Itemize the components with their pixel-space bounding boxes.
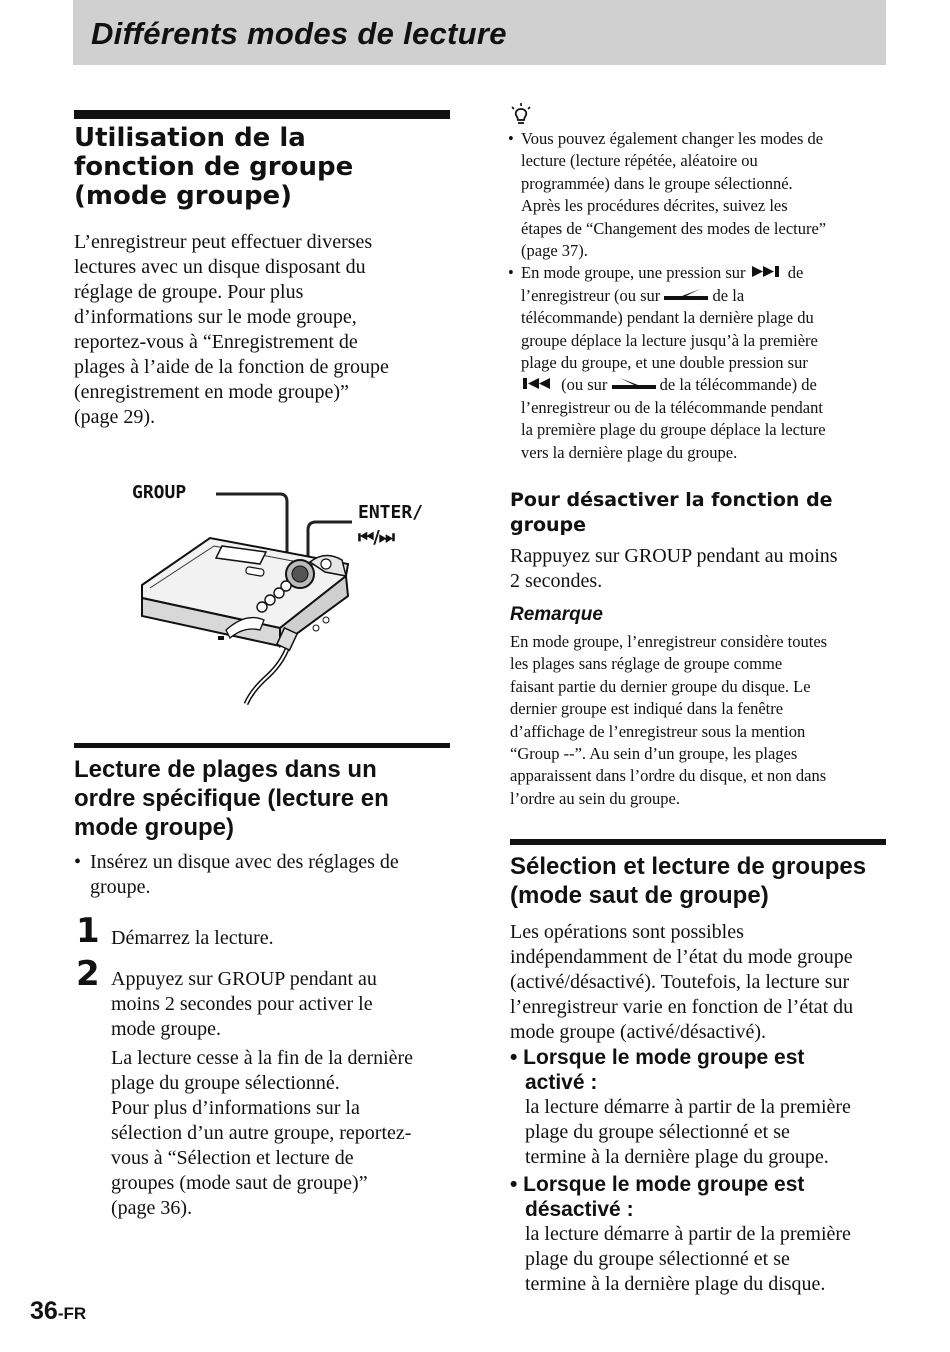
recorder-illustration: [120, 480, 460, 710]
text-line: plage du groupe sélectionné et se: [525, 1121, 790, 1143]
page-number-suffix: -FR: [57, 1304, 87, 1323]
text-line: (page 29).: [74, 406, 156, 428]
section-rule: [510, 839, 886, 845]
section-group-skip-text: [510, 920, 895, 1045]
deactivate-text: [510, 544, 890, 594]
section-title-group-playback: [74, 755, 454, 842]
remote-forward-icon: [664, 289, 708, 301]
tips-list: [508, 128, 888, 464]
remote-rewind-icon: [612, 378, 656, 390]
header-bar: [73, 0, 886, 65]
text-line: (page 36).: [111, 1197, 193, 1219]
text-line: Pour plus d’informations sur la: [111, 1097, 360, 1119]
text-line: la lecture démarre à partir de la première: [525, 1223, 851, 1245]
text-line: étapes de “Changement des modes de lecture”: [521, 218, 827, 238]
step-note-text: [111, 1046, 456, 1221]
text-line: mode groupe (activé/désactivé).: [510, 1021, 766, 1043]
section-title-group-skip: [510, 852, 895, 910]
text-line: d’informations sur le mode groupe,: [74, 306, 357, 328]
title-line: Utilisation de la: [74, 123, 306, 153]
text-line: plage du groupe sélectionné et se: [525, 1248, 790, 1270]
text-line: • Vous pouvez également changer les modes de: [521, 129, 824, 148]
text-line: moins 2 secondes pour activer le: [111, 993, 373, 1015]
text-line: En mode groupe, l’enregistreur considère toutes: [510, 632, 828, 651]
text-line: la lecture démarre à partir de la première: [525, 1096, 851, 1118]
page-title: Différents modes de lecture: [91, 16, 507, 51]
figure-label-group: GROUP: [132, 482, 187, 503]
text-line: les plages sans réglage de groupe comme: [510, 654, 783, 674]
title-line: (mode groupe): [74, 181, 293, 211]
step-number: 1: [76, 911, 100, 951]
text-line: Rappuyez sur GROUP pendant au moins: [510, 545, 838, 567]
tip-item: [508, 262, 888, 464]
text-line: dernier groupe est indiqué dans la fenêtre: [510, 699, 784, 719]
text-fragment: (ou sur: [561, 375, 608, 395]
text-line: (enregistrement en mode groupe)”: [74, 381, 349, 403]
text-fragment: En mode groupe, une pression sur: [521, 263, 746, 283]
text-line: [521, 374, 888, 396]
step-text: [111, 967, 456, 1042]
title-line: (mode saut de groupe): [510, 882, 769, 909]
mode-off-heading: [510, 1172, 890, 1222]
page-number: [30, 1297, 86, 1326]
text-line: [521, 285, 888, 307]
section-title-group-mode: [74, 124, 454, 211]
text-line: plage du groupe, et une double pression sur: [521, 353, 808, 373]
text-line: plages à l’aide de la fonction de groupe: [74, 356, 389, 378]
text-line: mode groupe.: [111, 1018, 221, 1040]
title-line: mode groupe): [74, 814, 234, 841]
title-line: groupe: [510, 514, 587, 536]
text-fragment: de: [787, 263, 804, 283]
text-line: • Lorsque le mode groupe est: [510, 1046, 805, 1069]
text-line: Appuyez sur GROUP pendant au: [111, 968, 377, 990]
text-line: vous à “Sélection et lecture de: [111, 1147, 354, 1169]
bullet-glyph: •: [74, 851, 82, 873]
text-line: désactivé :: [525, 1198, 634, 1221]
section-intro-text: [74, 230, 454, 430]
text-line: (page 37).: [521, 241, 588, 261]
text-line: faisant partie du dernier groupe du disque. Le: [510, 676, 811, 696]
text-fragment: de la télécommande) de: [659, 375, 817, 395]
remark-text: [510, 631, 890, 810]
insert-disc-bullet: [74, 850, 454, 900]
text-line: Les opérations sont possibles: [510, 921, 744, 943]
figure-label-enter: ENTER/: [358, 502, 424, 523]
text-line: lectures avec un disque disposant du: [74, 256, 366, 278]
text-line: termine à la dernière plage du disque.: [525, 1273, 826, 1295]
text-line: Insérez un disque avec des réglages de: [90, 851, 399, 873]
next-track-icon: [750, 265, 784, 278]
text-fragment: l’enregistreur (ou sur: [521, 285, 661, 305]
text-line: activé :: [525, 1071, 598, 1094]
previous-track-icon: [521, 377, 557, 390]
text-line: l’enregistreur varie en fonction de l’état du: [510, 996, 854, 1018]
title-line: Pour désactiver la fonction de: [510, 489, 833, 511]
text-line: la première plage du groupe déplace la lecture: [521, 420, 826, 440]
tip-item: [508, 128, 888, 262]
text-line: groupes (mode saut de groupe)”: [111, 1172, 368, 1194]
text-line: L’enregistreur peut effectuer diverses: [74, 231, 373, 253]
text-line: groupe déplace la lecture jusqu’à la première: [521, 330, 818, 350]
text-line: l’enregistreur ou de la télécommande pendant: [521, 397, 823, 417]
title-line: ordre spécifique (lecture en: [74, 785, 389, 812]
text-line: d’affichage de l’enregistreur sous la mention: [510, 721, 806, 741]
text-line: réglage de groupe. Pour plus: [74, 281, 304, 303]
step-text: Démarrez la lecture.: [111, 927, 274, 949]
mode-on-heading: [510, 1045, 890, 1095]
lightbulb-icon: [510, 103, 532, 127]
text-line: indépendamment de l’état du mode groupe: [510, 946, 853, 968]
title-line: fonction de groupe: [74, 152, 354, 182]
text-line: groupe.: [90, 876, 151, 898]
mode-off-text: [525, 1222, 895, 1297]
text-fragment: de la: [712, 285, 745, 305]
text-line: “Group --”. Au sein d’un groupe, les plages: [510, 744, 798, 764]
text-line: Après les procédures décrites, suivez les: [521, 196, 788, 216]
text-line: La lecture cesse à la fin de la dernière: [111, 1047, 414, 1069]
text-line: lecture (lecture répétée, aléatoire ou: [521, 151, 758, 171]
text-line: sélection d’un autre groupe, reportez-: [111, 1122, 412, 1144]
text-line: 2 secondes.: [510, 570, 603, 592]
mode-on-text: [525, 1095, 895, 1170]
text-line: télécommande) pendant la dernière plage du: [521, 308, 814, 328]
text-line: programmée) dans le groupe sélectionné.: [521, 173, 793, 193]
section-rule: [74, 110, 450, 119]
text-line: (activé/désactivé). Toutefois, la lecture sur: [510, 971, 850, 993]
remark-heading: Remarque: [510, 604, 603, 625]
text-line: plage du groupe sélectionné.: [111, 1072, 340, 1094]
title-line: Sélection et lecture de groupes: [510, 853, 867, 880]
text-line: termine à la dernière plage du groupe.: [525, 1146, 829, 1168]
text-line: vers la dernière plage du groupe.: [521, 442, 738, 462]
text-line: apparaissent dans l’ordre du disque, et non dans: [510, 766, 827, 786]
text-line: [521, 262, 888, 284]
title-line: Lecture de plages dans un: [74, 756, 377, 783]
text-line: reportez-vous à “Enregistrement de: [74, 331, 358, 353]
text-line: l’ordre au sein du groupe.: [510, 788, 680, 808]
subsection-title-deactivate: [510, 488, 890, 538]
text-line: • Lorsque le mode groupe est: [510, 1173, 805, 1196]
figure-label-skip: ⏮/⏭: [358, 527, 394, 548]
section-rule: [74, 743, 450, 748]
step-number: 2: [76, 954, 100, 994]
page-number-value: 36: [30, 1297, 58, 1325]
